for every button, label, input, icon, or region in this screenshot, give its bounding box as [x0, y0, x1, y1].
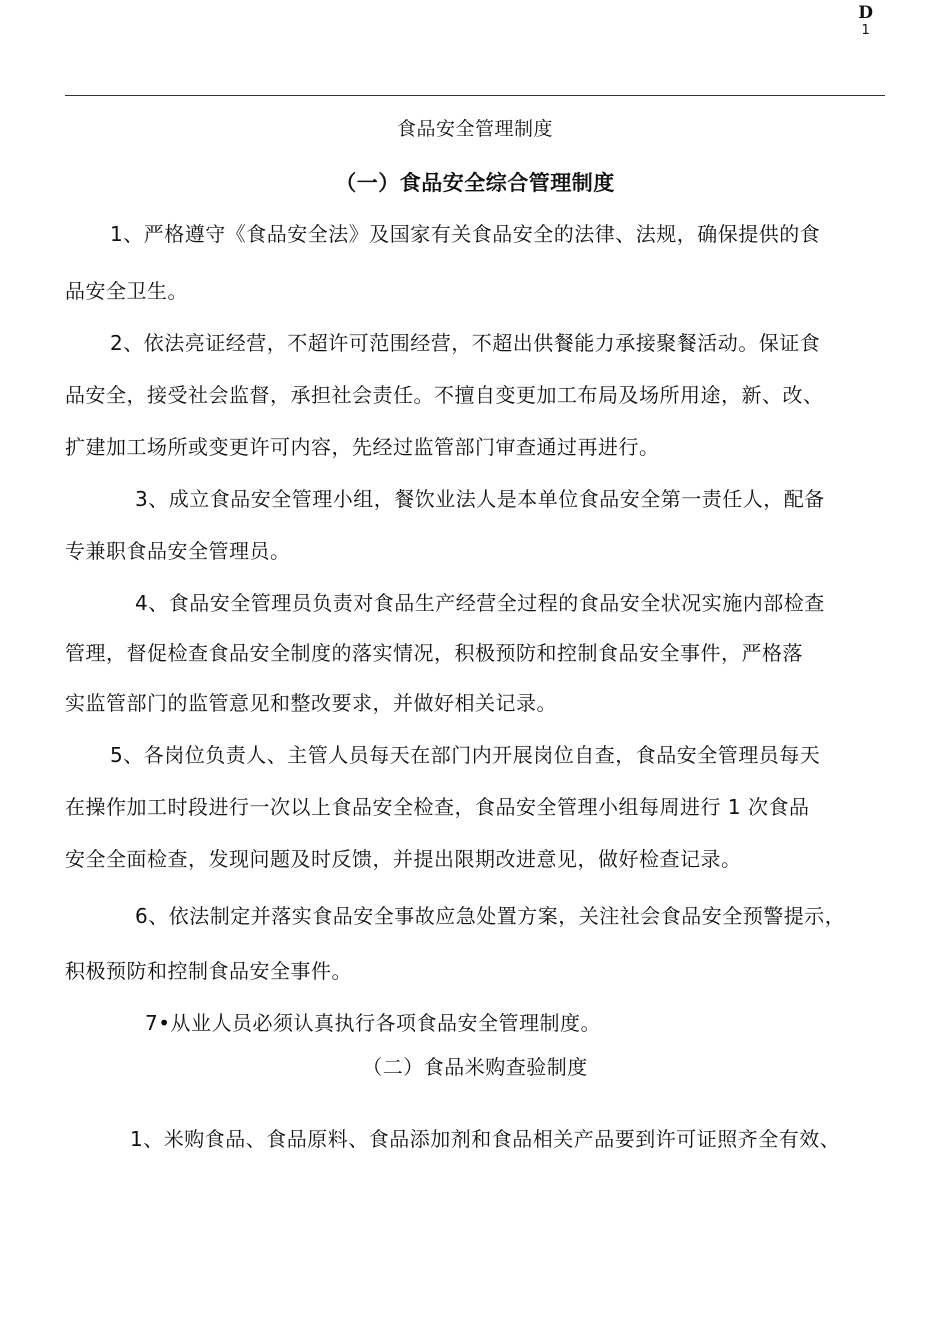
paragraph-line: 扩建加工场所或变更许可内容，先经过监管部门审查通过再进行。	[65, 435, 660, 459]
page-mark	[858, 4, 873, 38]
paragraph-line: 实监管部门的监管意见和整改要求，并做好相关记录。	[65, 691, 557, 715]
paragraph-line: 1、严格遵守《食品安全法》及国家有关食品安全的法律、法规，确保提供的食	[110, 222, 821, 246]
paragraph-line: 7•从业人员必须认真执行各项食品安全管理制度。	[145, 1011, 602, 1035]
page-number: 1	[861, 22, 870, 38]
section-heading-2: （二）食品米购查验制度	[362, 1055, 588, 1079]
paragraph-line: 品安全，接受社会监督，承担社会责任。不擅自变更加工布局及场所用途，新、改、	[65, 383, 824, 407]
paragraph-line: 3、成立食品安全管理小组，餐饮业法人是本单位食品安全第一责任人，配备	[135, 487, 825, 511]
section-heading-1: （一）食品安全综合管理制度	[335, 171, 615, 195]
paragraph-line: 品安全卫生。	[65, 279, 188, 303]
document-title: 食品安全管理制度	[396, 118, 553, 140]
paragraph-line: 专兼职食品安全管理员。	[65, 539, 291, 563]
paragraph-line: 积极预防和控制食品安全事件。	[65, 959, 352, 983]
header-divider	[65, 95, 885, 96]
page-mark-letter: D	[858, 3, 873, 23]
paragraph-line: 6、依法制定并落实食品安全事故应急处置方案，关注社会食品安全预警提示，	[135, 904, 846, 928]
paragraph-line: 4、食品安全管理员负责对食品生产经营全过程的食品安全状况实施内部检查	[135, 591, 825, 615]
paragraph-line: 安全全面检查，发现问题及时反馈，并提出限期改进意见，做好检查记录。	[65, 847, 742, 871]
paragraph-line: 1、米购食品、食品原料、食品添加剂和食品相关产品要到许可证照齐全有效、	[130, 1127, 841, 1151]
paragraph-line: 5、各岗位负责人、主管人员每天在部门内开展岗位自查，食品安全管理员每天	[110, 743, 821, 767]
paragraph-line: 在操作加工时段进行一次以上食品安全检查，食品安全管理小组每周进行 1 次食品	[65, 795, 810, 819]
paragraph-line: 2、依法亮证经营，不超许可范围经营，不超出供餐能力承接聚餐活动。保证食	[110, 331, 821, 355]
paragraph-line: 管理，督促检查食品安全制度的落实情况，积极预防和控制食品安全事件，严格落	[65, 641, 803, 665]
